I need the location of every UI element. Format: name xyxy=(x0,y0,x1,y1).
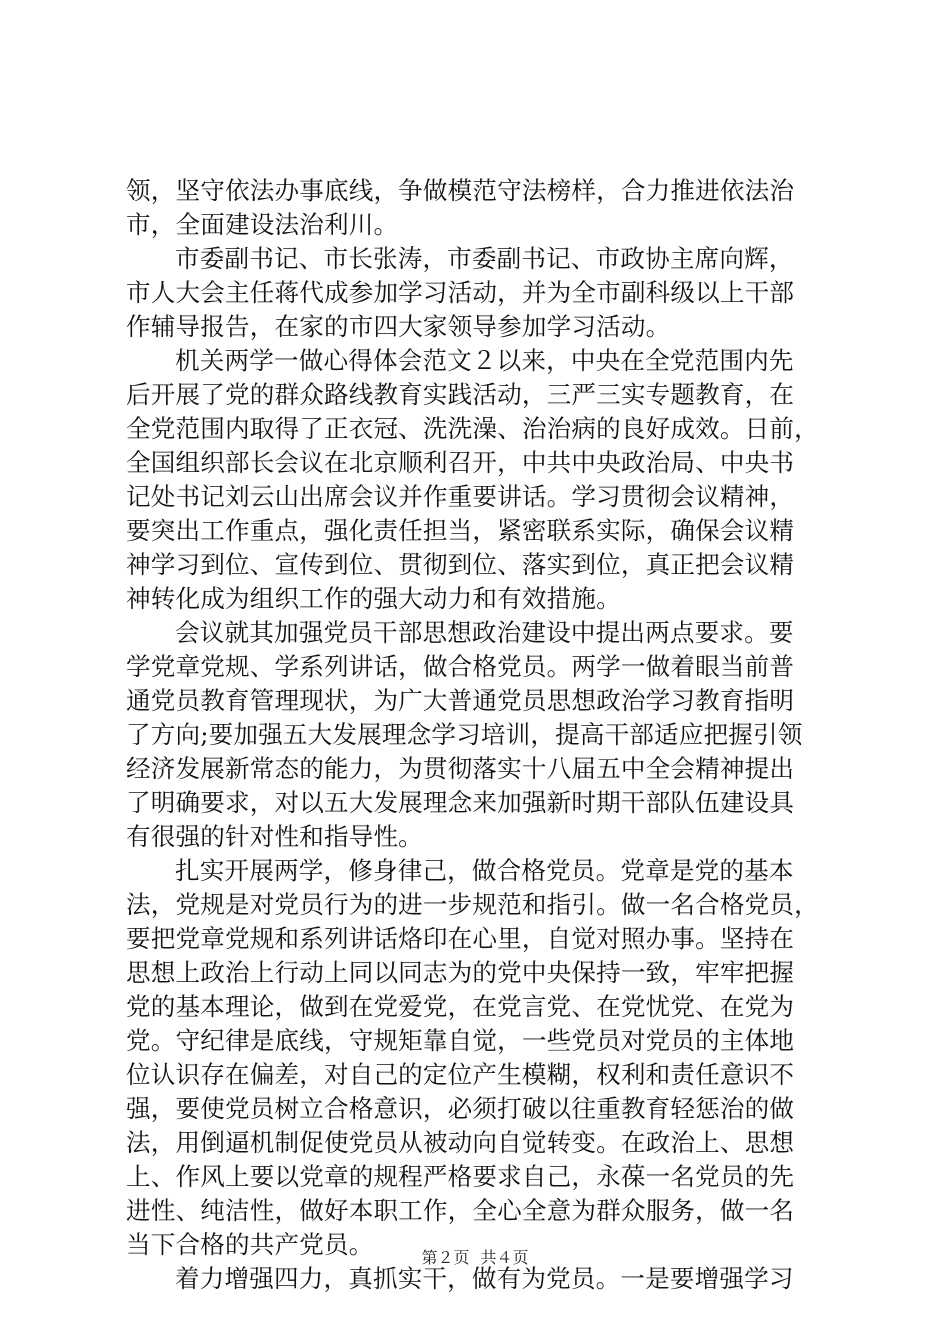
text-line: 位认识存在偏差，对自己的定位产生模糊，权利和责任意识不 xyxy=(126,1060,795,1089)
text-line: 要突出工作重点，强化责任担当，紧密联系实际，确保会议精 xyxy=(126,516,795,545)
text-line: 党的基本理论，做到在党爱党，在党言党、在党忧党、在党为 xyxy=(126,992,795,1021)
paragraph-start-line: 会议就其加强党员干部思想政治建设中提出两点要求。要 xyxy=(175,618,794,647)
text-line: 经济发展新常态的能力，为贯彻落实十八届五中全会精神提出 xyxy=(126,754,795,783)
text-line: 作辅导报告，在家的市四大家领导参加学习活动。 xyxy=(126,312,671,341)
page-total: 共４页 xyxy=(480,1248,529,1267)
paragraph-start-line: 机关两学一做心得体会范文２以来，中央在全党范围内先 xyxy=(175,346,794,375)
page-footer xyxy=(0,1248,950,1268)
text-line: 法，党规是对党员行为的进一步规范和指引。做一名合格党员， xyxy=(126,890,819,919)
text-line: 全党范围内取得了正衣冠、洗洗澡、治治病的良好成效。日前， xyxy=(126,414,819,443)
text-line: 全国组织部长会议在北京顺利召开，中共中央政治局、中央书 xyxy=(126,448,795,477)
text-line: 思想上政治上行动上同以同志为的党中央保持一致，牢牢把握 xyxy=(126,958,795,987)
text-line: 神学习到位、宣传到位、贯彻到位、落实到位，真正把会议精 xyxy=(126,550,795,579)
text-line: 法，用倒逼机制促使党员从被动向自觉转变。在政治上、思想 xyxy=(126,1128,795,1157)
text-line: 记处书记刘云山出席会议并作重要讲话。学习贯彻会议精神， xyxy=(126,482,795,511)
text-line: 党。守纪律是底线，守规矩靠自觉，一些党员对党员的主体地 xyxy=(126,1026,795,1055)
text-line: 领，坚守依法办事底线，争做模范守法榜样，合力推进依法治 xyxy=(126,176,795,205)
paragraph-start-line: 着力增强四力，真抓实干，做有为党员。一是要增强学习 xyxy=(175,1264,794,1293)
text-line: 神转化成为组织工作的强大动力和有效措施。 xyxy=(126,584,621,613)
text-line: 学党章党规、学系列讲话，做合格党员。两学一做着眼当前普 xyxy=(126,652,795,681)
text-line: 当下合格的共产党员。 xyxy=(126,1230,374,1259)
page-number: 第２页 xyxy=(421,1248,470,1267)
paragraph-start-line: 扎实开展两学，修身律己，做合格党员。党章是党的基本 xyxy=(175,856,794,885)
text-line: 有很强的针对性和指导性。 xyxy=(126,822,423,851)
text-line: 进性、纯洁性，做好本职工作，全心全意为群众服务，做一名 xyxy=(126,1196,795,1225)
document-body xyxy=(126,174,838,1296)
text-line: 要把党章党规和系列讲话烙印在心里，自觉对照办事。坚持在 xyxy=(126,924,795,953)
text-line: 市，全面建设法治利川。 xyxy=(126,210,399,239)
text-line: 市人大会主任蒋代成参加学习活动，并为全市副科级以上干部 xyxy=(126,278,795,307)
paragraph-start-line: 市委副书记、市长张涛，市委副书记、市政协主席向辉， xyxy=(175,244,794,273)
text-line: 通党员教育管理现状，为广大普通党员思想政治学习教育指明 xyxy=(126,686,795,715)
text-line: 后开展了党的群众路线教育实践活动，三严三实专题教育，在 xyxy=(126,380,795,409)
text-line: 上、作风上要以党章的规程严格要求自己，永葆一名党员的先 xyxy=(126,1162,795,1191)
text-line: 了方向;要加强五大发展理念学习培训，提高干部适应把握引领 xyxy=(126,720,803,749)
text-line: 强，要使党员树立合格意识，必须打破以往重教育轻惩治的做 xyxy=(126,1094,795,1123)
text-line: 了明确要求，对以五大发展理念来加强新时期干部队伍建设具 xyxy=(126,788,795,817)
